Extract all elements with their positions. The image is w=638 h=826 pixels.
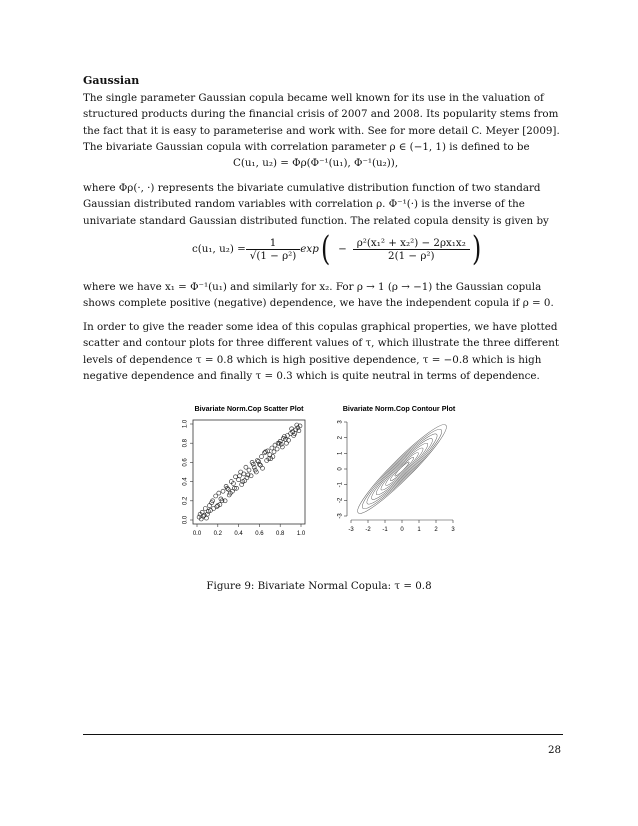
- eq2-numerator: 1: [246, 237, 301, 250]
- scatter-y-tick-label: 0.8: [182, 439, 189, 448]
- figure-plots: [171, 398, 471, 550]
- contour-x-tick-label: -2: [365, 527, 371, 533]
- paragraph-4: In order to give the reader some idea of this copulas graphical properties, we have plotted scatter and contour plots for three different values of τ, which illustrate the three different levels of dependence τ = 0.8 which is high positive dependence, τ = −0.8 which is high negative dependence and finally τ = 0.3 which is quite neutral in terms of dependence.: [83, 321, 559, 383]
- equation-gaussian-copula: C(u₁, u₂) = Φρ(Φ⁻¹(u₁), Φ⁻¹(u₂)),: [233, 157, 399, 169]
- contour-x-axis: [348, 520, 455, 533]
- section-heading: Gaussian: [83, 74, 140, 87]
- scatter-point: [204, 516, 208, 520]
- scatter-title: Bivariate Norm.Cop Scatter Plot: [194, 404, 304, 413]
- eq2-right-paren: ): [471, 229, 482, 269]
- scatter-point: [221, 489, 225, 493]
- contour-y-tick-label: 3: [337, 420, 344, 424]
- scatter-point: [272, 450, 276, 454]
- paragraph-3: where we have x₁ = Φ⁻¹(u₁) and similarly for x₂. For ρ → 1 (ρ → −1) the Gaussian copula shows complete positive (negative) dependence, we have the independent copula if ρ = 0.: [83, 281, 554, 310]
- eq2-left-paren: (: [320, 229, 331, 269]
- scatter-y-axis: [183, 419, 193, 524]
- scatter-y-tick-label: 0.0: [182, 515, 189, 525]
- eq2-inner-numerator: ρ²(x₁² + x₂²) − 2ρx₁x₂: [353, 237, 470, 250]
- contour-y-tick-label: 0: [337, 467, 344, 471]
- scatter-point: [260, 455, 264, 459]
- eq2-exp: exp: [300, 243, 319, 255]
- eq2-denominator: √(1 − ρ²): [249, 249, 297, 262]
- contour-line: [362, 429, 442, 509]
- contour-line: [378, 445, 426, 493]
- contour-line: [356, 423, 447, 514]
- contour-x-tick-label: -3: [348, 527, 354, 533]
- contour-x-tick-label: 3: [451, 527, 455, 533]
- scatter-point: [238, 474, 242, 478]
- eq2-inner-denominator: 2(1 − ρ²): [388, 249, 435, 262]
- contour-y-tick-label: -3: [337, 513, 344, 519]
- scatter-point: [242, 472, 246, 476]
- eq2-minus: −: [338, 243, 347, 255]
- scatter-point: [208, 504, 212, 508]
- equation-copula-density: [192, 229, 483, 269]
- eq2-fraction: [246, 237, 301, 262]
- scatter-x-tick-label: 0.4: [234, 531, 243, 537]
- scatter-x-axis: [193, 524, 306, 537]
- scatter-point: [226, 487, 230, 491]
- contour-x-tick-label: 1: [417, 527, 421, 533]
- contour-y-tick-label: 1: [337, 451, 344, 456]
- scatter-y-tick-label: 1.0: [182, 419, 189, 429]
- contour-lines: [351, 418, 453, 520]
- page-number: 28: [548, 744, 562, 756]
- eq2-lhs: c(u₁, u₂) =: [192, 243, 246, 255]
- contour-x-tick-label: 2: [434, 527, 438, 533]
- contour-x-tick-label: -1: [382, 527, 388, 533]
- paragraph-2: where Φρ(·, ·) represents the bivariate cumulative distribution function of two standard Gaussian distributed random variables with correlation ρ. Φ⁻¹(·) is the inverse of the univariate standard Gaussian distributed function. The related copula density is given by: [83, 182, 549, 227]
- contour-y-tick-label: -1: [337, 481, 344, 488]
- scatter-point: [217, 491, 221, 495]
- figure-caption: Figure 9: Bivariate Normal Copula: τ = 0.8: [206, 580, 432, 592]
- scatter-x-tick-label: 0.2: [213, 531, 222, 537]
- scatter-y-tick-label: 0.2: [182, 496, 189, 505]
- contour-y-tick-label: -2: [337, 497, 344, 504]
- contour-x-tick-label: 0: [400, 527, 404, 533]
- scatter-point: [255, 459, 259, 463]
- scatter-point: [237, 478, 241, 482]
- scatter-x-tick-label: 0.8: [276, 531, 285, 537]
- contour-line: [351, 418, 453, 520]
- scatter-y-tick-label: 0.4: [182, 477, 189, 486]
- contour-y-axis: [338, 420, 347, 519]
- scatter-x-tick-label: 1.0: [296, 531, 306, 537]
- scatter-point: [284, 441, 288, 445]
- paragraph-1: The single parameter Gaussian copula became well known for its use in the valuation of structured products during the financial crisis of 2007 and 2008. Its popularity stems from the fact that it is easy to parameterise and work with. See for more detail C. Meyer [2009]. The bivariate Gaussian copula with correlation parameter ρ ∈ (−1, 1) is defined to be: [83, 92, 560, 154]
- contour-line: [383, 450, 421, 488]
- contour-y-tick-label: 2: [337, 435, 344, 440]
- scatter-point: [247, 468, 251, 472]
- eq2-inner-fraction: [353, 237, 470, 262]
- scatter-x-tick-label: 0.6: [255, 531, 264, 537]
- scatter-y-tick-label: 0.6: [182, 458, 189, 467]
- scatter-x-tick-label: 0.0: [192, 531, 202, 537]
- scatter-points: [197, 423, 302, 521]
- contour-line: [367, 434, 437, 504]
- contour-title: Bivariate Norm.Cop Contour Plot: [342, 404, 456, 413]
- scatter-point: [261, 466, 265, 470]
- scatter-point: [258, 463, 262, 467]
- footer-rule: [83, 734, 563, 735]
